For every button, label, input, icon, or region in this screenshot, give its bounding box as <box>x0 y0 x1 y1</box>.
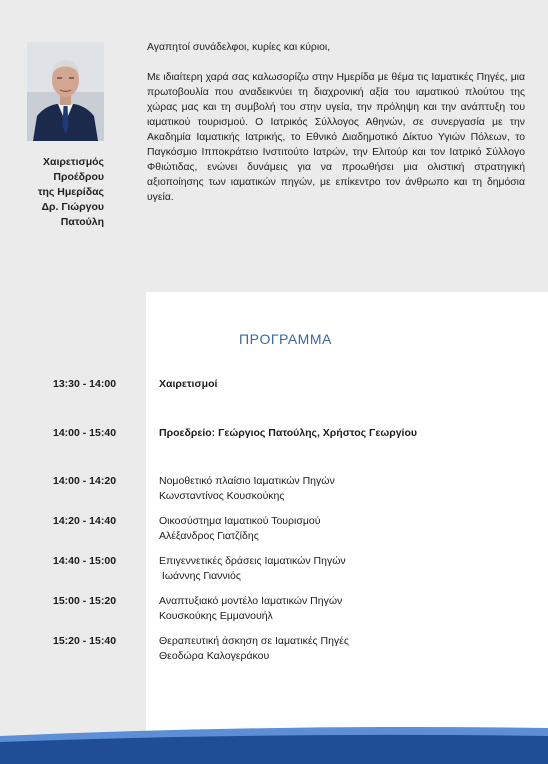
program-time: 14:00 - 14:20 <box>53 475 117 487</box>
speaker-portrait <box>27 42 104 141</box>
speaker-caption <box>10 155 104 230</box>
program-time: 14:20 - 14:40 <box>53 515 117 527</box>
program-session-title: Θεραπευτική άσκηση σε Ιαματικές Πηγές <box>159 635 349 647</box>
program-session-title: Οικοσύστημα Ιαματικού Τουρισμού <box>159 515 321 527</box>
program-time: 14:40 - 15:00 <box>53 555 117 567</box>
program-time: 14:00 - 15:40 <box>53 427 117 439</box>
program-session-title: Νομοθετικό πλαίσιο Ιαματικών Πηγών <box>159 475 335 487</box>
letter-body: Με ιδιαίτερη χαρά σας καλωσορίζω στην Ημερίδα με θέμα τις Ιαματικές Πηγές, μια πρωτοβουλία που αναδεικνύει τη διαχρονική αξία του ιαματικού πλούτου της χώρας μας και τη συμβολή του στην υγεία, την πρόληψη και την ανάπτυξη του ιαματικού τουρισμού. Ο Ιατρικός Σύλλογος Αθηνών, σε συνεργασία με την Ακαδημία Ιαματικής Ιατρικής, το Εθνικό Διαδημοτικό Δίκτυο Υγιών Πόλεων, το Παγκόσμιο Ιπποκράτειο Ινστιτούτο Ιατρών, την Ελιτούρ και τον Ιατρικό Σύλλογο Φθιώτιδας, ενώνει δυνάμεις για να προωθήσει μια ολιστική στρατηγική αξιοποίησης των ιαματικών πηγών, με επίκεντρο τον άνθρωπο και τη δημόσια υγεία. <box>147 72 525 203</box>
program-session-title: Χαιρετισμοί <box>159 378 218 390</box>
bottom-wave-band <box>0 722 548 764</box>
program-speaker: Αλέξανδρος Γιατζίδης <box>159 530 259 542</box>
program-title: ΠΡΟΓΡΑΜΜΑ <box>239 331 332 347</box>
caption-line: Προέδρου <box>53 171 104 183</box>
program-speaker: Κωνσταντίνος Κουσκούκης <box>159 490 285 502</box>
program-speaker: Κουσκούκης Εμμανουήλ <box>159 610 273 622</box>
program-session-title: Αναπτυξιακό μοντέλο Ιαματικών Πηγών <box>159 595 343 607</box>
letter-greeting: Αγαπητοί συνάδελφοι, κυρίες και κύριοι, <box>147 42 331 53</box>
caption-line: Πατούλη <box>60 216 104 228</box>
program-speaker: Θεοδώρα Καλογεράκου <box>159 650 270 662</box>
program-time: 13:30 - 14:00 <box>53 378 117 390</box>
program-time: 15:20 - 15:40 <box>53 635 117 647</box>
caption-line: Δρ. Γιώργου <box>41 201 104 213</box>
program-session-title: Προεδρείο: Γεώργιος Πατούλης, Χρήστος Γεωργίου <box>159 427 418 439</box>
welcome-letter <box>147 40 525 205</box>
caption-line: Χαιρετισμός <box>43 156 104 168</box>
left-gray-strip <box>0 292 146 764</box>
caption-line: της Ημερίδας <box>37 186 104 198</box>
program-session-title: Επιγεννετικές δράσεις Ιαματικών Πηγών <box>159 555 346 567</box>
program-time: 15:00 - 15:20 <box>53 595 117 607</box>
program-speaker: Ιωάννης Γιαννιός <box>159 570 241 582</box>
